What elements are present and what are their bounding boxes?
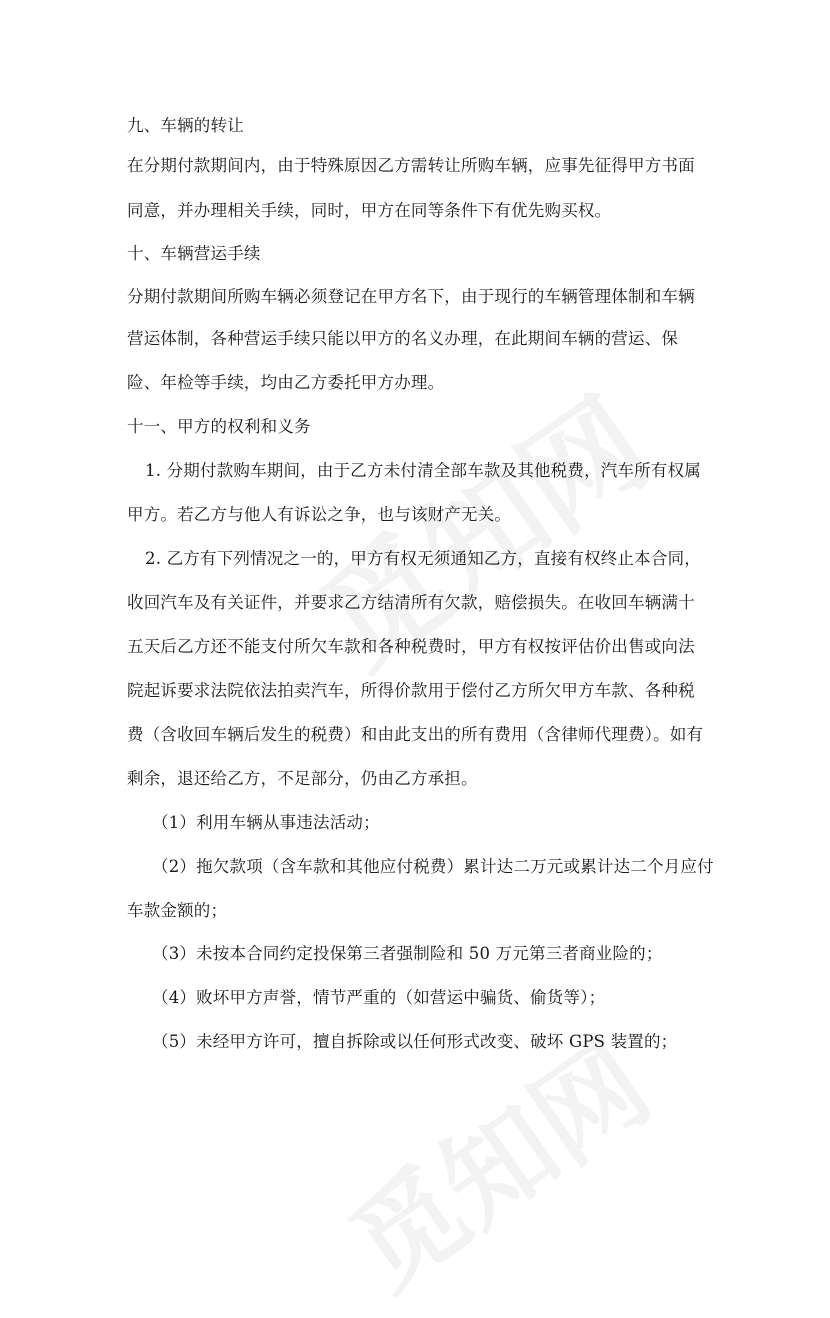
sub-item-4: （4）败坏甲方声誉，情节严重的（如营运中骗货、偷货等）； (152, 988, 606, 1007)
paragraph-line: 剩余，退还给乙方，不足部分，仍由乙方承担。 (127, 769, 478, 788)
sub-item-2: （2）拖欠款项（含车款和其他应付税费）累计达二万元或累计达二个月应付 (152, 857, 714, 876)
paragraph-line: 收回汽车及有关证件，并要求乙方结清所有欠款，赔偿损失。在收回车辆满十 (127, 593, 695, 612)
section-heading-rights: 十一、甲方的权利和义务 (127, 417, 311, 436)
paragraph-line: 分期付款期间所购车辆必须登记在甲方名下，由于现行的车辆管理体制和车辆 (127, 287, 695, 306)
paragraph-line: 车款金额的； (127, 901, 228, 920)
paragraph-line: 营运体制，各种营运手续只能以甲方的名义办理，在此期间车辆的营运、保 (127, 329, 679, 348)
sub-item-1: （1）利用车辆从事违法活动； (152, 813, 380, 832)
paragraph-line: 险、年检等手续，均由乙方委托甲方办理。 (127, 373, 445, 392)
list-item-2: 2. 乙方有下列情况之一的，甲方有权无须通知乙方，直接有权终止本合同， (145, 549, 701, 568)
paragraph-line: 费（含收回车辆后发生的税费）和由此支出的所有费用（含律师代理费）。如有 (127, 725, 704, 744)
paragraph-line: 甲方。若乙方与他人有诉讼之争，也与该财产无关。 (127, 505, 512, 524)
paragraph-line: 同意，并办理相关手续，同时，甲方在同等条件下有优先购买权。 (127, 201, 612, 220)
paragraph-line: 在分期付款期间内，由于特殊原因乙方需转让所购车辆，应事先征得甲方书面 (127, 156, 695, 175)
sub-item-5: （5）未经甲方许可，擅自拆除或以任何形式改变、破坏 GPS 装置的； (152, 1032, 678, 1051)
paragraph-line: 院起诉要求法院依法拍卖汽车，所得价款用于偿付乙方所欠甲方车款、各种税 (127, 681, 695, 700)
section-heading-transfer: 九、车辆的转让 (127, 116, 244, 135)
list-item-1: 1. 分期付款购车期间，由于乙方未付清全部车款及其他税费，汽车所有权属 (145, 461, 701, 480)
sub-item-3: （3）未按本合同约定投保第三者强制险和 50 万元第三者商业险的； (152, 944, 663, 963)
paragraph-line: 五天后乙方还不能支付所欠车款和各种税费时，甲方有权按评估价出售或向法 (127, 637, 695, 656)
section-heading-operation: 十、车辆营运手续 (127, 244, 261, 263)
